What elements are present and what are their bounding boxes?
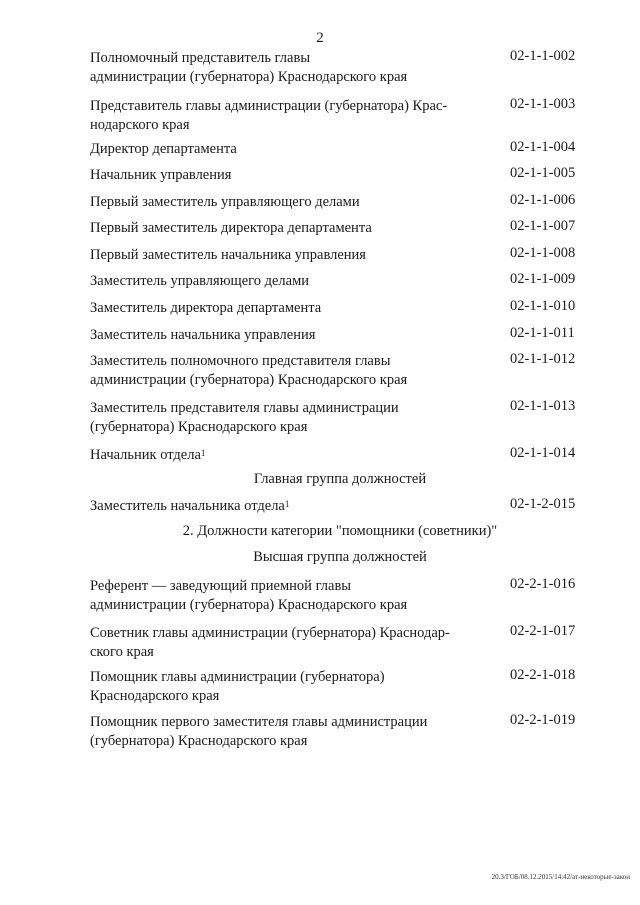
position-code: 02-2-1-017	[510, 623, 576, 639]
position-row	[90, 352, 590, 390]
position-code: 02-1-1-012	[510, 351, 576, 367]
position-code: 02-1-1-011	[510, 325, 575, 341]
page-number: 2	[316, 30, 324, 46]
position-title: Полномочный представитель главы администрации (губернатора) Краснодарского края	[90, 50, 408, 85]
footnote-mark: 1	[200, 448, 206, 458]
position-code: 02-2-1-016	[510, 576, 576, 592]
position-title: Помощник первого заместителя главы администрации (губернатора) Краснодарского края	[90, 714, 428, 749]
position-code: 02-1-1-002	[510, 48, 576, 64]
position-title: Представитель главы администрации (губернатора) Крас- нодарского края	[90, 98, 448, 133]
position-code: 02-1-1-004	[510, 139, 576, 155]
position-title: Первый заместитель начальника управления	[90, 247, 366, 263]
position-title: Заместитель директора департамента	[90, 300, 322, 316]
group-heading-main: Главная группа должностей	[253, 471, 427, 487]
position-title: Советник главы администрации (губернатора) Краснодар- ского края	[90, 625, 450, 660]
position-row	[90, 446, 590, 465]
position-title: Первый заместитель управляющего делами	[90, 194, 360, 210]
position-row	[90, 97, 590, 135]
position-row	[90, 140, 590, 159]
position-title: Референт — заведующий приемной главы администрации (губернатора) Краснодарского края	[90, 578, 408, 613]
position-row	[90, 299, 590, 318]
position-title: Заместитель начальника управления	[90, 327, 316, 343]
footnote-mark: 1	[284, 499, 290, 509]
category-heading: 2. Должности категории "помощники (советники)"	[182, 523, 498, 539]
position-title: Заместитель начальника отдела$^1$	[90, 498, 290, 514]
position-code: 02-1-2-015	[510, 496, 576, 512]
position-code: 02-1-1-008	[510, 245, 576, 261]
position-title: Заместитель управляющего делами	[90, 273, 310, 289]
position-code: 02-1-1-003	[510, 96, 576, 112]
position-row	[90, 219, 590, 238]
position-code: 02-1-1-005	[510, 165, 576, 181]
position-code: 02-1-1-009	[510, 271, 576, 287]
position-row	[90, 246, 590, 265]
position-code: 02-2-1-018	[510, 667, 576, 683]
position-title: Помощник главы администрации (губернатора) Краснодарского края	[90, 669, 385, 704]
position-row	[90, 713, 590, 751]
position-row	[90, 399, 590, 437]
position-code: 02-1-1-007	[510, 218, 576, 234]
position-row	[90, 272, 590, 291]
position-code: 02-1-1-010	[510, 298, 576, 314]
position-row	[90, 49, 590, 87]
position-row	[90, 668, 590, 706]
position-row	[90, 166, 590, 185]
document-footer-reference: 20.3/ГОБ/08.12.2015/14:42/ат-некоторые-закон	[491, 873, 630, 881]
position-code: 02-1-1-013	[510, 398, 576, 414]
position-title: Заместитель полномочного представителя главы администрации (губернатора) Краснодарского края	[90, 353, 408, 388]
position-title: Начальник управления	[90, 167, 232, 183]
position-row	[90, 193, 590, 212]
position-row	[90, 326, 590, 345]
position-code: 02-1-1-014	[510, 445, 576, 461]
position-row	[90, 577, 590, 615]
position-row	[90, 497, 590, 516]
group-heading-top: Высшая группа должностей	[253, 549, 427, 565]
position-title: Заместитель представителя главы администрации (губернатора) Краснодарского края	[90, 400, 399, 435]
position-code: 02-1-1-006	[510, 192, 576, 208]
position-code: 02-2-1-019	[510, 712, 576, 728]
position-title: Начальник отдела$^1$	[90, 447, 206, 463]
position-row	[90, 624, 590, 662]
position-title: Директор департамента	[90, 141, 237, 157]
position-title: Первый заместитель директора департамента	[90, 220, 372, 236]
